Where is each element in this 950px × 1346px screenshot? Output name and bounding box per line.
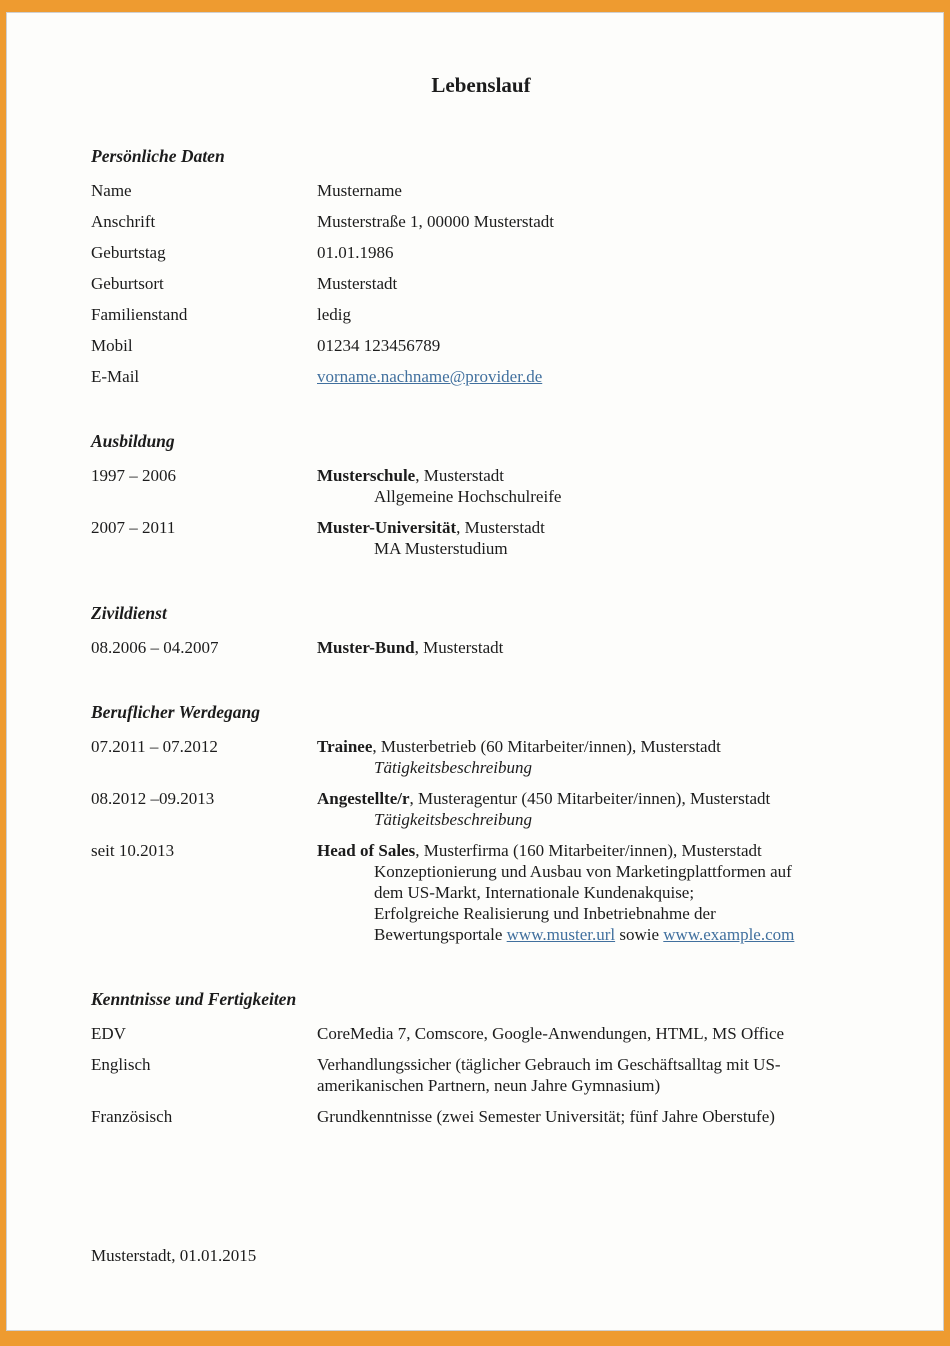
row-label: E-Mail [91,367,140,386]
civil-service-row [91,637,871,658]
skill-row [91,1106,871,1127]
entry-institution: Muster-Bund [317,638,415,657]
row-value [317,736,871,778]
section-skills [91,989,871,1127]
row-label: Mobil [91,336,133,355]
document-title: Lebenslauf [431,73,531,97]
row-date: 08.2012 –09.2013 [91,789,215,808]
row-value [317,465,871,507]
row-value: Musterstadt [317,274,398,293]
entry-location: , Musterstadt [456,518,545,537]
section-heading-skills: Kenntnisse und Fertigkeiten [91,989,297,1009]
education-row [91,517,871,559]
row-label: Name [91,181,132,200]
row-label: EDV [91,1024,126,1043]
skill-row [91,1054,871,1096]
entry-description-line: dem US-Markt, Internationale Kundenakquise; [374,883,695,902]
row-value: 01.01.1986 [317,243,394,262]
page-content [7,13,943,1266]
entry-institution: Muster-Universität [317,518,457,537]
row-value: Grundkenntnisse (zwei Semester Universität; fünf Jahre Oberstufe) [317,1107,775,1126]
entry-title [317,840,871,861]
career-row [91,840,871,945]
education-row [91,465,871,507]
entry-description-line: Erfolgreiche Realisierung und Inbetriebnahme der [374,904,716,923]
entry-position: Angestellte/r [317,789,410,808]
link-line-prefix: Bewertungsportale [374,925,507,944]
entry-description-line [374,924,871,945]
row-date: seit 10.2013 [91,841,175,860]
entry-location: , Musterstadt [415,466,504,485]
row-date: 2007 – 2011 [91,518,176,537]
page-inner-border [6,12,944,1331]
row-value: ledig [317,305,351,324]
row-value: Verhandlungssicher (täglicher Gebrauch im Geschäftsalltag mit US-amerikanischen Partnern, neun Jahre Gymnasium) [317,1055,781,1095]
skill-row [91,1023,871,1044]
row-value: Musterstraße 1, 00000 Musterstadt [317,212,555,231]
personal-row [91,335,871,356]
entry-title [317,788,871,809]
entry-title [317,736,871,757]
personal-row [91,273,871,294]
entry-position: Trainee [317,737,373,756]
row-label: Französisch [91,1107,173,1126]
entry-title [317,517,871,538]
section-career [91,702,871,945]
entry-description-line: Konzeptionierung und Ausbau von Marketingplattformen auf [374,862,792,881]
entry-company: , Musteragentur (450 Mitarbeiter/innen), Musterstadt [409,789,771,808]
row-value: Mustername [317,181,402,200]
section-education [91,431,871,559]
career-row [91,788,871,830]
row-value [317,637,871,658]
career-row [91,736,871,778]
personal-row [91,366,871,387]
section-heading-education: Ausbildung [91,431,175,451]
row-label: Anschrift [91,212,156,231]
entry-title [317,637,871,658]
entry-position: Head of Sales [317,841,416,860]
personal-row [91,211,871,232]
row-value [317,788,871,830]
row-value [317,366,871,387]
entry-detail: MA Musterstudium [374,539,508,558]
section-heading-career: Beruflicher Werdegang [91,702,261,722]
entry-company: , Musterbetrieb (60 Mitarbeiter/innen), Musterstadt [372,737,721,756]
row-label: Geburtsort [91,274,164,293]
row-label: Familienstand [91,305,188,324]
signature-line: Musterstadt, 01.01.2015 [91,1246,257,1265]
row-label: Englisch [91,1055,151,1074]
personal-row [91,242,871,263]
entry-location: , Musterstadt [414,638,504,657]
row-label: Geburtstag [91,243,166,262]
personal-row [91,304,871,325]
entry-title [317,465,871,486]
section-heading-personal: Persönliche Daten [91,146,225,166]
entry-company: , Musterfirma (160 Mitarbeiter/innen), Musterstadt [415,841,762,860]
link-line-middle: sowie [615,925,664,944]
section-heading-civil-service: Zivildienst [91,603,167,623]
muster-url-link[interactable]: www.muster.url [506,925,616,944]
entry-description: Tätigkeitsbeschreibung [374,810,533,829]
row-value [317,840,871,945]
entry-institution: Musterschule [317,466,416,485]
row-date: 07.2011 – 07.2012 [91,737,218,756]
entry-description: Tätigkeitsbeschreibung [374,758,533,777]
row-value: CoreMedia 7, Comscore, Google-Anwendungen, HTML, MS Office [317,1024,785,1043]
personal-row [91,180,871,201]
row-value: 01234 123456789 [317,336,441,355]
example-url-link[interactable]: www.example.com [663,925,795,944]
email-link[interactable]: vorname.nachname@provider.de [317,367,543,386]
row-date: 08.2006 – 04.2007 [91,638,219,657]
section-personal-data [91,146,871,387]
row-date: 1997 – 2006 [91,466,176,485]
section-civil-service [91,603,871,658]
entry-detail: Allgemeine Hochschulreife [374,487,562,506]
row-value [317,517,871,559]
